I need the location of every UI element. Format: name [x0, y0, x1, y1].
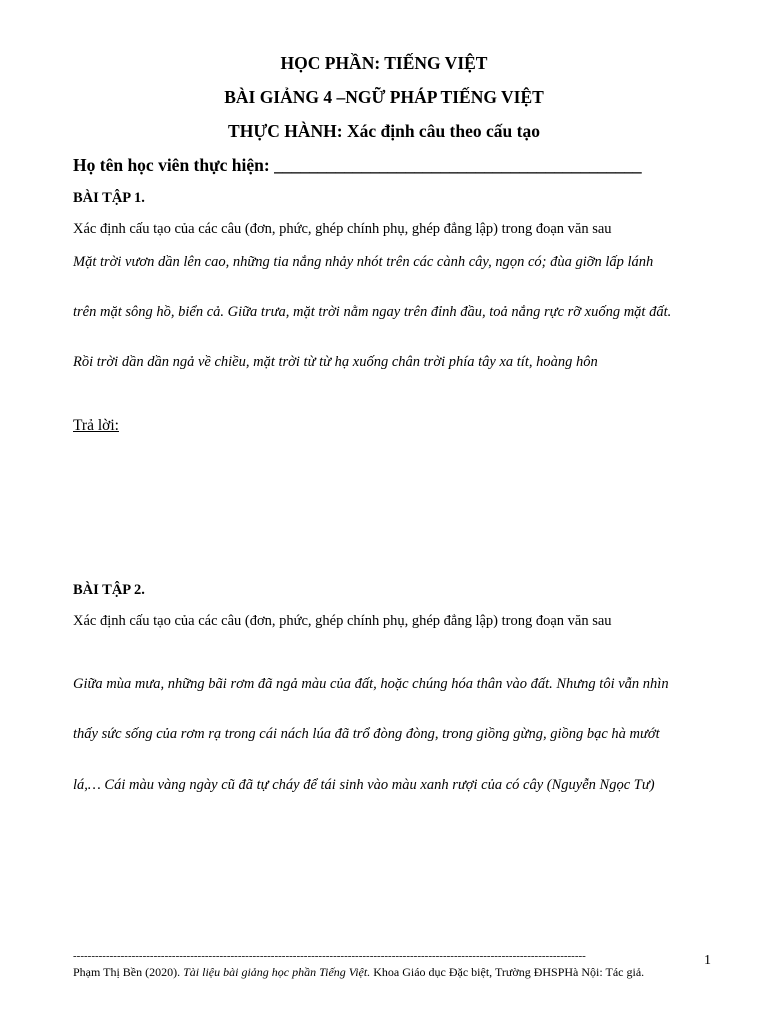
exercise2-heading: BÀI TẬP 2. [73, 582, 145, 598]
page-number: 1 [704, 953, 711, 968]
exercise2-passage-line: thấy sức sống của rơm rạ trong cái nách lúa đã trổ đòng đòng, trong giồng gừng, giồng bạc hà mướt [73, 726, 660, 742]
student-name-line [73, 155, 642, 175]
student-name-blank[interactable]: __________________________________________ [274, 155, 642, 175]
footer-book-title: Tài liệu bài giảng học phần Tiếng Việt. [183, 965, 371, 979]
exercise1-passage-line: Mặt trời vươn dần lên cao, những tia nắng nhảy nhót trên các cành cây, ngọn có; đùa giỡn lấp lánh [73, 254, 654, 270]
exercise2-passage-line: lá,… Cái màu vàng ngày cũ đã tự cháy để tái sinh vào màu xanh rượi của có cây (Nguyễn Ngọc Tư) [73, 777, 655, 793]
exercise2-instruction: Xác định cấu tạo của các câu (đơn, phức, ghép chính phụ, ghép đẳng lập) trong đoạn văn sau [73, 613, 612, 629]
exercise1-passage-line: trên mặt sông hồ, biển cả. Giữa trưa, mặt trời nằm ngay trên đỉnh đầu, toả nắng rực rỡ xuống mặt đất. [73, 304, 672, 320]
practice-title: THỰC HÀNH: Xác định câu theo cấu tạo [228, 121, 540, 141]
exercise1-instruction: Xác định cấu tạo của các câu (đơn, phức, ghép chính phụ, ghép đẳng lập) trong đoạn văn sau [73, 221, 612, 237]
exercise1-passage-line: Rồi trời dần dần ngả về chiều, mặt trời từ từ hạ xuống chân trời phía tây xa tít, hoàng hôn [73, 354, 598, 370]
course-title: HỌC PHẦN: TIẾNG VIỆT [280, 53, 488, 73]
footer-author-year: Phạm Thị Bền (2020). [73, 965, 184, 979]
footer-citation [73, 965, 644, 980]
student-name-label: Họ tên học viên thực hiện: [73, 155, 275, 175]
lecture-title: BÀI GIẢNG 4 –NGỮ PHÁP TIẾNG VIỆT [224, 87, 544, 107]
exercise2-passage-line: Giữa mùa mưa, những bãi rơm đã ngả màu của đất, hoặc chúng hóa thân vào đất. Nhưng tôi vẫn nhìn [73, 676, 669, 692]
footer-publisher: Khoa Giáo dục Đặc biệt, Trường ĐHSPHà Nội: Tác giả. [370, 965, 645, 979]
footer-separator: -------------------------------------------------------------------------------------------------------------------------------------------- [73, 950, 586, 962]
answer-label: Trả lời: [73, 417, 119, 434]
exercise1-heading: BÀI TẬP 1. [73, 190, 145, 206]
